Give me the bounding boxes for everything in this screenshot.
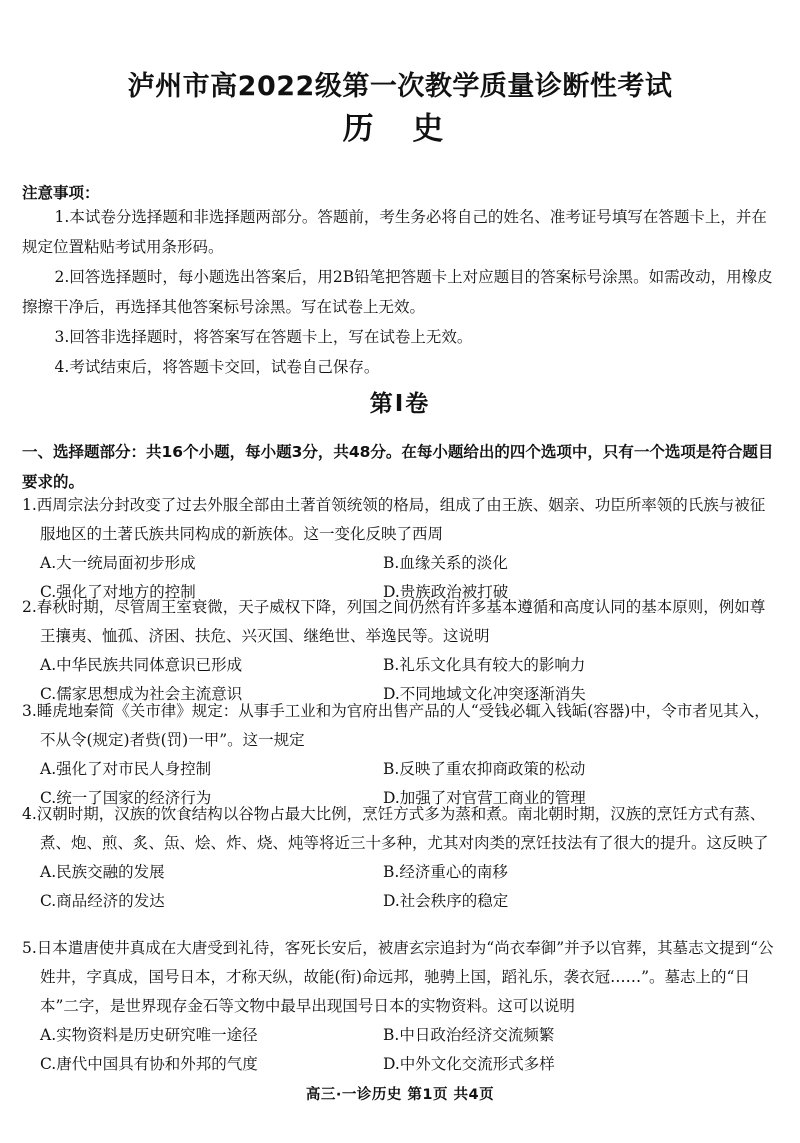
notice-item-3: 3.回答非选择题时，将答案写在答题卡上，写在试卷上无效。 (54, 328, 473, 346)
question-stem: 5.日本遣唐使井真成在大唐受到礼待，客死长安后，被唐玄宗追封为“尚衣奉御”并予以官葬，其墓志文提到“公姓井，字真成，国号日本，才称天纵，故能(衔)命远邦，驰骋上国，蹈礼乐，袭衣冠……”。墓志上的“日本”二字，是世界现存金石等文物中最早出现国号日本的实物资料。这可以说明 (22, 939, 774, 1015)
option-b: B.经济重心的南移 (383, 863, 508, 881)
exam-title: 泸州市高2022级第一次教学质量诊断性考试 (127, 71, 673, 102)
option-d: D.贵族政治被打破 (383, 583, 509, 601)
section-title: 第Ⅰ卷 (369, 391, 431, 417)
question-stem: 3.睡虎地秦简《关市律》规定：从事手工业和为官府出售产品的人“受钱必辄入钱缿(容器)中，令市者见其入，不从令(规定)者赀(罚)一甲”。这一规定 (22, 702, 770, 749)
question-5 (22, 934, 778, 1079)
notice-item-4: 4.考试结束后，将答题卡交回，试卷自己保存。 (54, 358, 380, 376)
question-1 (22, 491, 778, 607)
option-d: D.加强了对官营工商业的管理 (383, 789, 586, 807)
question-4 (22, 800, 778, 916)
option-c: C.商品经济的发达 (40, 892, 165, 910)
question-options (22, 858, 778, 916)
question-stem: 1.西周宗法分封改变了过去外服全部由土著首领统领的格局，组成了由王族、姻亲、功臣所率领的氏族与被征服地区的土著氏族共同构成的新族体。这一变化反映了西周 (22, 496, 766, 543)
notice-item-2: 2.回答选择题时，每小题选出答案后，用2B铅笔把答题卡上对应题目的答案标号涂黑。如需改动，用橡皮擦擦干净后，再选择其他答案标号涂黑。写在试卷上无效。 (22, 268, 773, 316)
question-3 (22, 697, 778, 813)
option-c: C.强化了对地方的控制 (40, 583, 196, 601)
option-b: B.中日政治经济交流频繁 (383, 1026, 555, 1044)
option-b: B.反映了重农抑商政策的松动 (383, 760, 586, 778)
option-a: A.大一统局面初步形成 (40, 554, 196, 572)
option-a: A.民族交融的发展 (40, 863, 165, 881)
question-options (22, 1021, 778, 1079)
option-a: A.中华民族共同体意识已形成 (40, 656, 243, 674)
option-c: C.唐代中国具有协和外邦的气度 (40, 1055, 258, 1073)
option-a: A.强化了对市民人身控制 (40, 760, 212, 778)
option-a: A.实物资料是历史研究唯一途径 (40, 1026, 258, 1044)
notice-list (22, 202, 778, 382)
option-c: C.儒家思想成为社会主流意识 (40, 685, 243, 703)
option-b: B.礼乐文化具有较大的影响力 (383, 656, 586, 674)
part-intro: 一、选择题部分：共16个小题，每小题3分，共48分。在每小题给出的四个选项中，只有一个选项是符合题目要求的。 (22, 443, 774, 491)
page-footer: 高三·一诊历史 第1页 共4页 (305, 1087, 495, 1103)
option-d: D.中外文化交流形式多样 (383, 1055, 555, 1073)
question-stem: 2.春秋时期，尽管周王室衰微，天子威权下降，列国之间仍然有许多基本遵循和高度认同的基本原则，例如尊王攘夷、恤孤、济困、扶危、兴灭国、继绝世、举逸民等。这说明 (22, 598, 766, 645)
notice-heading: 注意事项： (22, 184, 100, 202)
option-d: D.不同地域文化冲突逐渐消失 (383, 685, 586, 703)
option-d: D.社会秩序的稳定 (383, 892, 509, 910)
notice-item-1: 1.本试卷分选择题和非选择题两部分。答题前，考生务必将自己的姓名、准考证号填写在答题卡上，并在规定位置粘贴考试用条形码。 (22, 208, 767, 256)
question-2 (22, 593, 778, 709)
subject-title: 历 史 (342, 111, 458, 147)
option-c: C.统一了国家的经济行为 (40, 789, 212, 807)
question-stem: 4.汉朝时期，汉族的饮食结构以谷物占最大比例，烹饪方式多为蒸和煮。南北朝时期，汉族的烹饪方式有蒸、煮、炮、煎、炙、缹、烩、炸、烧、炖等将近三十多种，尤其对肉类的烹饪技法有了很大的提升。这反映了 (22, 805, 769, 852)
option-b: B.血缘关系的淡化 (383, 554, 508, 572)
